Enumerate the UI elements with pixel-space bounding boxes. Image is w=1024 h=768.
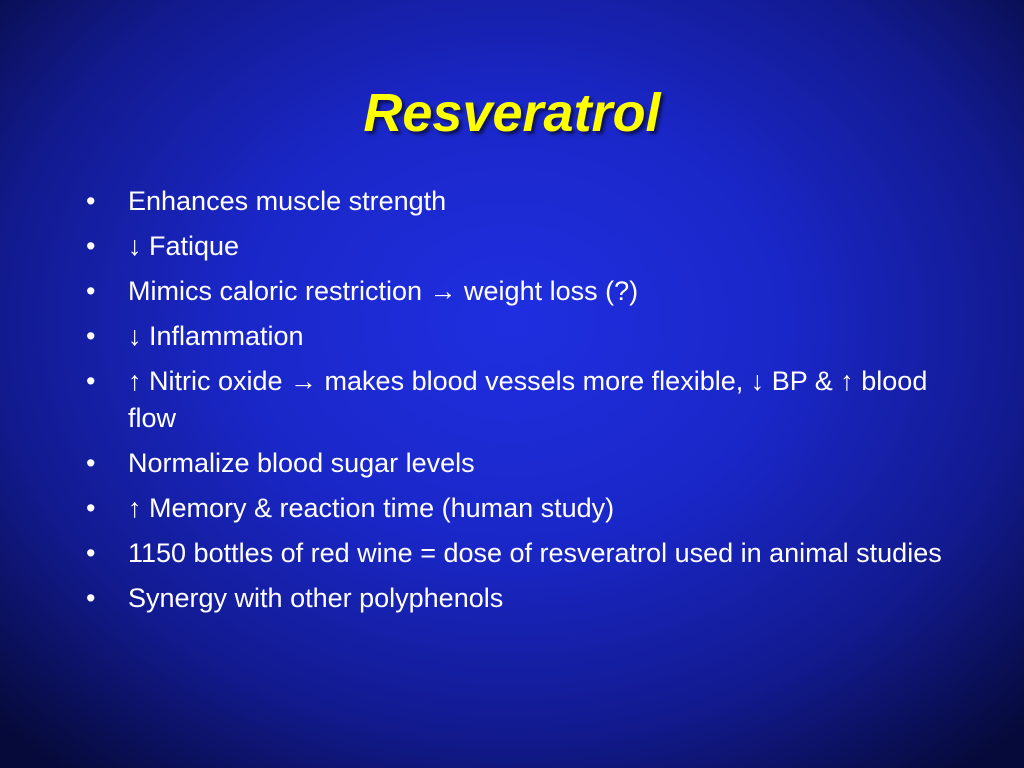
list-item [84, 228, 944, 265]
list-item [84, 535, 944, 572]
bullet-text: 1150 bottles of red wine = dose of resveratrol used in animal studies [128, 538, 942, 568]
bullet-point: • [86, 231, 96, 261]
list-item [84, 490, 944, 527]
list-item [84, 445, 944, 482]
bullet-point: • [86, 186, 96, 216]
bullet-point: • [86, 321, 96, 351]
list-item [84, 580, 944, 617]
bullet-point: • [86, 583, 96, 613]
slide-title: Resveratrol [363, 83, 661, 143]
bullet-text: Mimics caloric restriction → weight loss (?) [128, 276, 639, 306]
list-item [84, 318, 944, 355]
list-item [84, 363, 944, 437]
bullet-list [84, 183, 944, 625]
bullet-point: • [86, 538, 96, 568]
bullet-text: Enhances muscle strength [128, 186, 447, 216]
bullet-point: • [86, 493, 96, 523]
bullet-point: • [86, 366, 96, 396]
bullet-point: • [86, 276, 96, 306]
bullet-text: ↑ Memory & reaction time (human study) [128, 493, 615, 523]
list-item [84, 183, 944, 220]
list-item [84, 273, 944, 310]
bullet-text: Normalize blood sugar levels [128, 448, 475, 478]
bullet-text: ↓ Fatique [128, 231, 240, 261]
bullet-point: • [86, 448, 96, 478]
bullet-text: ↑ Nitric oxide → makes blood vessels more flexible, ↓ BP & ↑ blood flow [128, 366, 928, 433]
bullet-text: ↓ Inflammation [128, 321, 304, 351]
bullet-text: Synergy with other polyphenols [128, 583, 504, 613]
